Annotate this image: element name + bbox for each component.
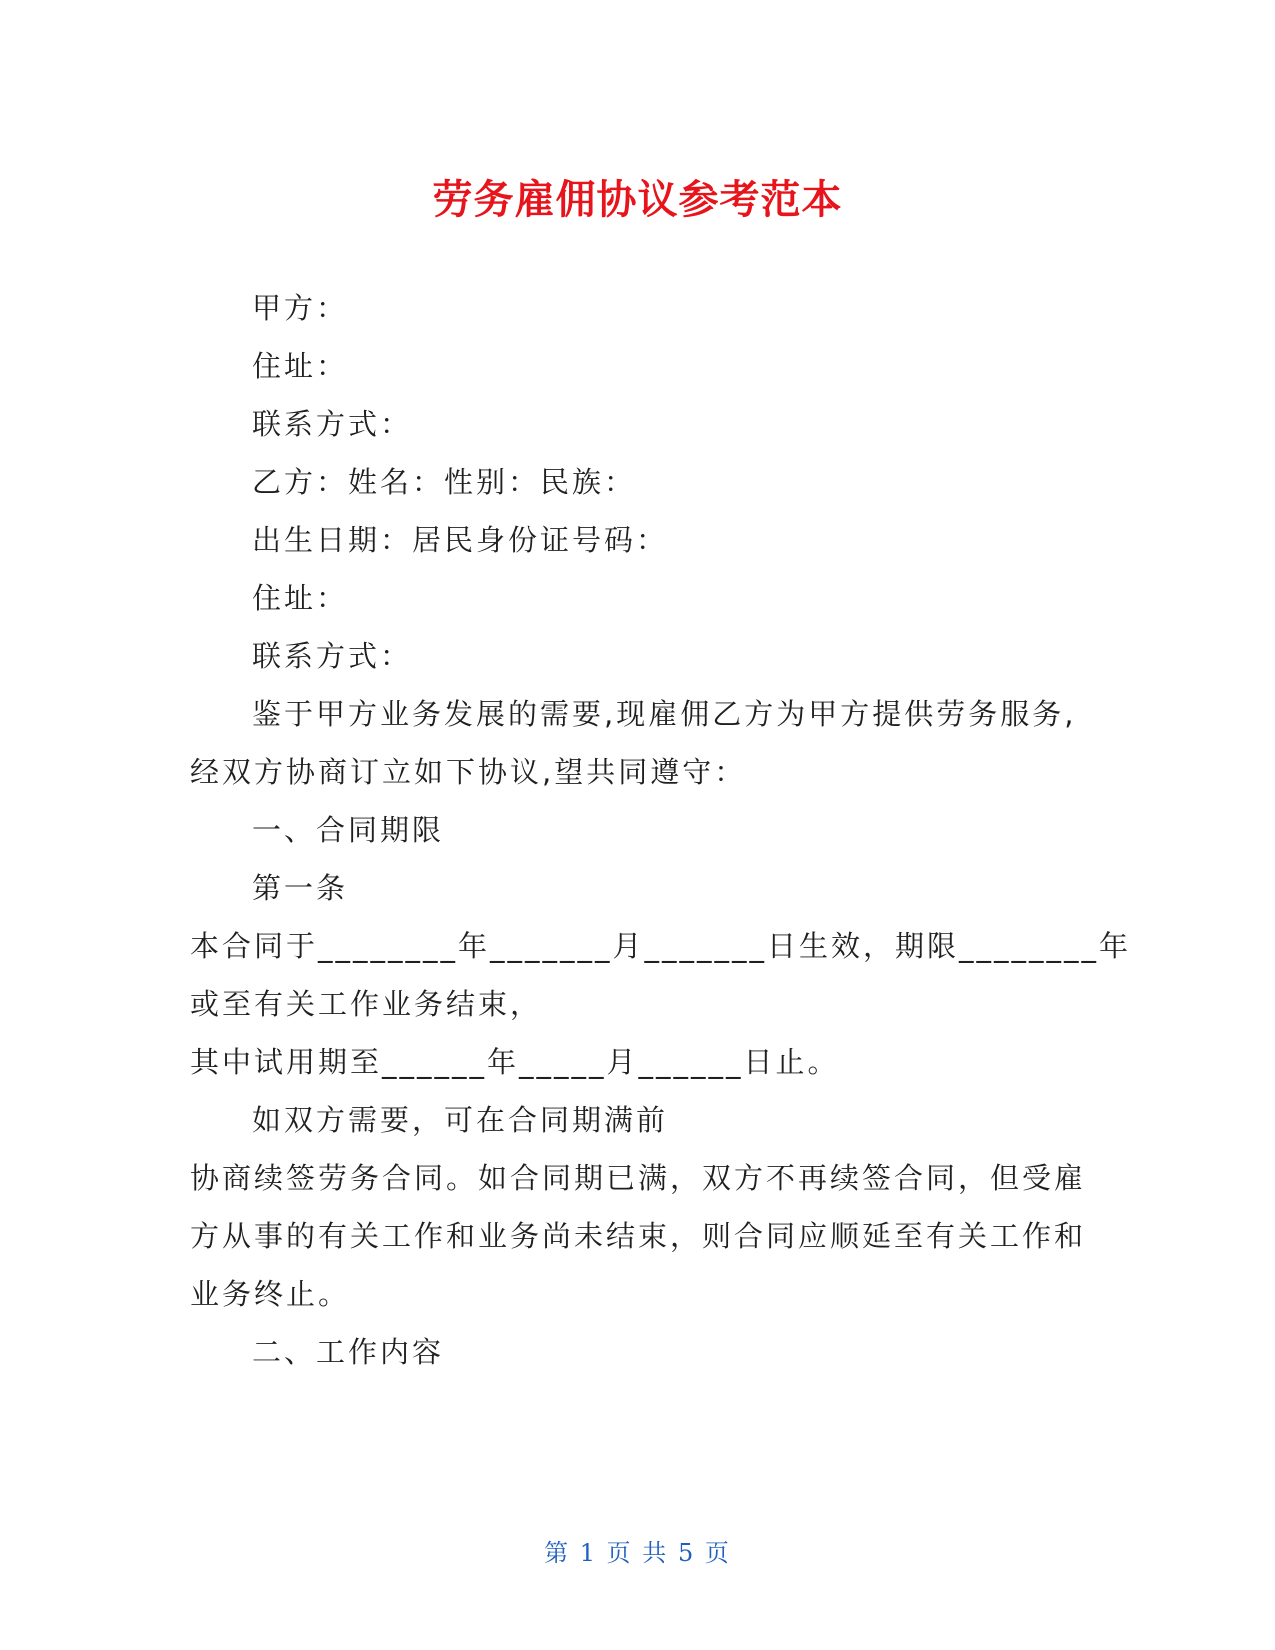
renewal-line-4: 业务终止。 [190, 1277, 351, 1311]
page-number: 第 1 页 共 5 页 [544, 1539, 731, 1567]
renewal-line-2: 协商续签劳务合同。如合同期已满，双方不再续签合同，但受雇 [190, 1161, 1087, 1195]
party-a-label: 甲方： [252, 291, 349, 325]
contract-effective-line: 本合同于________年_______月_______日生效，期限________年 [190, 929, 1132, 963]
party-b-address: 住址： [252, 581, 349, 615]
document-title: 劳务雇佣协议参考范本 [432, 177, 843, 223]
party-b-info: 乙方：姓名：性别：民族： [252, 465, 637, 499]
party-a-contact: 联系方式： [252, 407, 413, 441]
contract-end-line: 或至有关工作业务结束， [190, 987, 543, 1021]
party-b-birth-id: 出生日期：居民身份证号码： [252, 523, 669, 557]
section-heading-work: 二、工作内容 [252, 1335, 445, 1369]
party-b-contact: 联系方式： [252, 639, 413, 673]
party-a-address: 住址： [252, 349, 349, 383]
preamble-line-1: 鉴于甲方业务发展的需要,现雇佣乙方为甲方提供劳务服务, [252, 697, 1077, 731]
renewal-line-1: 如双方需要，可在合同期满前 [252, 1103, 669, 1137]
preamble-line-2: 经双方协商订立如下协议,望共同遵守： [190, 755, 747, 789]
article-one-label: 第一条 [252, 871, 349, 905]
section-heading-term: 一、合同期限 [252, 813, 445, 847]
probation-line: 其中试用期至______年_____月______日止。 [190, 1045, 840, 1079]
renewal-line-3: 方从事的有关工作和业务尚未结束，则合同应顺延至有关工作和 [190, 1219, 1087, 1253]
